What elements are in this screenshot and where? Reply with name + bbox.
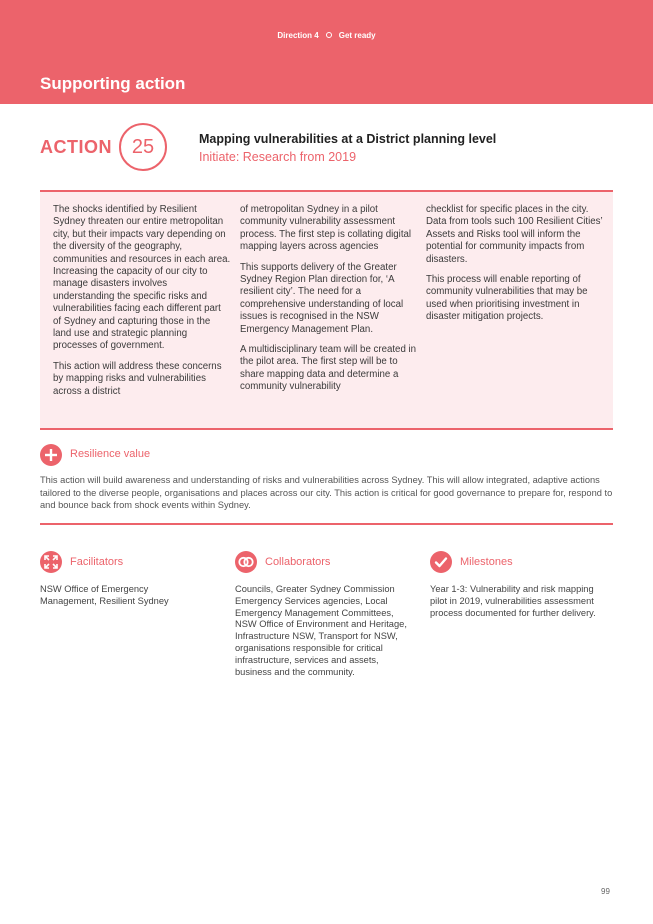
collaborators-text: Councils, Greater Sydney Commission Emergency Services agencies, Local Emergency Management Committees, NSW Office of Environment and Heritage, Infrastructure NSW, Transport for NSW, organisations responsible for critical infrastructure, services and assets, business and the community. <box>235 584 407 677</box>
description-column-3 <box>426 204 606 332</box>
milestones-text: Year 1-3: Vulnerability and risk mapping pilot in 2019, vulnerabilities assessment process documented for further delivery. <box>430 584 596 618</box>
action-title: Mapping vulnerabilities at a District planning level <box>199 132 497 146</box>
breadcrumb-section: Get ready <box>338 31 376 40</box>
description-paragraph: This process will enable reporting of community vulnerabilities that may be used when prioritising investment in disaster mitigation projects. <box>426 274 588 323</box>
description-column-1 <box>53 204 231 406</box>
action-subtitle: Initiate: Research from 2019 <box>199 150 357 164</box>
action-number-badge: 25 <box>119 123 167 171</box>
description-column-2 <box>240 204 420 402</box>
breadcrumb <box>0 31 653 40</box>
section-title: Supporting action <box>40 74 186 93</box>
collaborators-heading: Collaborators <box>265 556 331 568</box>
milestones-heading: Milestones <box>460 556 513 568</box>
breadcrumb-separator-icon <box>326 32 332 38</box>
expand-arrows-icon <box>40 551 62 573</box>
resilience-value-text: This action will build awareness and understanding of risks and vulnerabilities across Sydney. This will allow integrated, adaptive actions tailored to the diverse people, organisations and places across our city. This action is critical for good governance to prepare for, respond to and bounce back from shock events within Sydney. <box>40 475 613 511</box>
action-label: ACTION <box>40 137 112 157</box>
page-header <box>0 0 653 104</box>
linked-rings-icon <box>235 551 257 573</box>
description-paragraph: A multidisciplinary team will be created in the pilot area. The first step will be to share mapping data and determine a community vulnerability <box>240 344 417 393</box>
breadcrumb-direction: Direction 4 <box>277 31 319 40</box>
facilitators-heading: Facilitators <box>70 556 124 568</box>
page-number: 99 <box>601 887 610 896</box>
section-divider <box>40 523 613 525</box>
plus-icon <box>40 444 62 466</box>
description-paragraph: This action will address these concerns by mapping risks and vulnerabilities across a district <box>53 360 222 397</box>
resilience-value-heading: Resilience value <box>70 448 151 460</box>
description-paragraph: checklist for specific places in the city. Data from tools such 100 Resilient Cities’ Assets and Risks tool will inform the potential for community impacts from disasters. <box>426 204 603 265</box>
action-description-panel <box>40 190 613 430</box>
description-paragraph: of metropolitan Sydney in a pilot community vulnerability assessment process. The first step is collating digital mapping layers across agencies <box>240 204 412 253</box>
facilitators-text: NSW Office of Emergency Management, Resilient Sydney <box>40 584 169 606</box>
description-paragraph: This supports delivery of the Greater Sydney Region Plan direction for, ‘A resilient city’. The need for a comprehensive understanding of local issues is recognised in the NSW Emergency Management Plan. <box>240 261 404 335</box>
checkmark-icon <box>430 551 452 573</box>
description-paragraph: The shocks identified by Resilient Sydney threaten our entire metropolitan city, but their impacts vary depending on the diversity of the geography, communities and resources in each area. Increasing the capacity of our city to manage disasters involves understanding the specific risks and vulnerabilities facing each different part of Sydney and capturing those in the land use and strategic planning processes of government. <box>53 204 231 352</box>
